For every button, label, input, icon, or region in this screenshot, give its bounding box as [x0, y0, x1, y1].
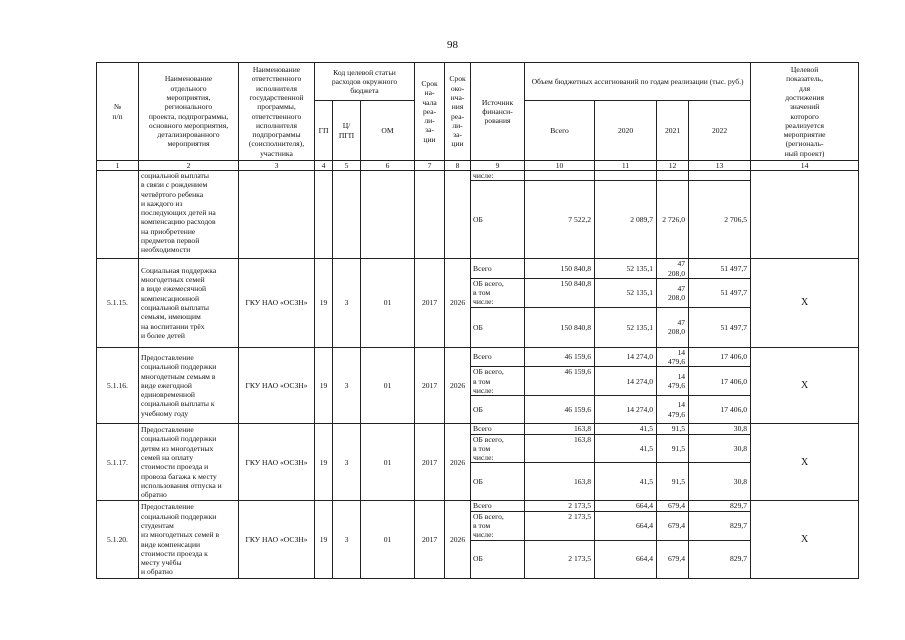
ob-all-label: ОБ всего, в том числе: — [471, 367, 525, 396]
vsego-2022: 51 497,7 — [689, 259, 751, 279]
row-executor: ГКУ НАО «ОСЗН» — [239, 347, 315, 423]
ob-all-2022: 30,8 — [689, 434, 751, 463]
row-end: 2026 — [445, 347, 471, 423]
row-target: Х — [751, 259, 859, 347]
header-total: Всего — [525, 101, 595, 161]
column-number: 12 — [657, 161, 689, 171]
cont-exec — [239, 171, 315, 259]
row-gp: 19 — [315, 259, 333, 347]
row-name: Предоставление социальной поддержки студентам из многодетных семей в виде компенсации стоимости проезда к месту учёбы и обратно — [139, 501, 239, 578]
row-om: 01 — [361, 424, 415, 501]
ob-all-2020: 14 274,0 — [595, 367, 657, 396]
vsego-total: 163,8 — [525, 424, 595, 434]
row-num: 5.1.17. — [97, 424, 139, 501]
vsego-2021: 47 208,0 — [657, 259, 689, 279]
column-number: 3 — [239, 161, 315, 171]
column-number: 1 — [97, 161, 139, 171]
ob-all-2022: 829,7 — [689, 511, 751, 540]
row-start: 2017 — [415, 259, 445, 347]
ob-label: ОБ — [471, 396, 525, 424]
column-number: 13 — [689, 161, 751, 171]
cont-end — [445, 171, 471, 259]
vsego-2021: 91,5 — [657, 424, 689, 434]
ob-2020: 52 135,1 — [595, 307, 657, 347]
vsego-2020: 52 135,1 — [595, 259, 657, 279]
ob-label: ОБ — [471, 540, 525, 578]
ob-label: ОБ — [471, 463, 525, 501]
header-2020: 2020 — [595, 101, 657, 161]
ob-2020: 41,5 — [595, 463, 657, 501]
ob-total: 163,8 — [525, 463, 595, 501]
cont-note: числе: — [471, 171, 525, 181]
header-2021: 2021 — [657, 101, 689, 161]
row-num: 5.1.15. — [97, 259, 139, 347]
vsego-label: Всего — [471, 424, 525, 434]
header-volume-group: Объем бюджетных ассигнований по годам реализации (тыс. руб.) — [525, 63, 751, 101]
cont-start — [415, 171, 445, 259]
ob-label: ОБ — [471, 307, 525, 347]
column-number: 11 — [595, 161, 657, 171]
ob-2022: 829,7 — [689, 540, 751, 578]
column-number: 5 — [333, 161, 361, 171]
row-cpgp: 3 — [333, 259, 361, 347]
vsego-2020: 41,5 — [595, 424, 657, 434]
cont-om — [361, 171, 415, 259]
vsego-label: Всего — [471, 347, 525, 367]
ob-2022: 17 406,0 — [689, 396, 751, 424]
ob-total: 2 173,5 — [525, 540, 595, 578]
ob-2022: 51 497,7 — [689, 307, 751, 347]
vsego-2020: 664,4 — [595, 501, 657, 511]
ob-total: 46 159,6 — [525, 396, 595, 424]
row-end: 2026 — [445, 424, 471, 501]
row-executor: ГКУ НАО «ОСЗН» — [239, 501, 315, 578]
column-number: 6 — [361, 161, 415, 171]
ob-all-2022: 17 406,0 — [689, 367, 751, 396]
cont-source: ОБ — [471, 181, 525, 259]
header-source: Источник финанси- рования — [471, 63, 525, 161]
vsego-label: Всего — [471, 501, 525, 511]
ob-2020: 14 274,0 — [595, 396, 657, 424]
cont-2022: 2 706,5 — [689, 181, 751, 259]
header-om: ОМ — [361, 101, 415, 161]
ob-2022: 30,8 — [689, 463, 751, 501]
ob-2020: 664,4 — [595, 540, 657, 578]
vsego-label: Всего — [471, 259, 525, 279]
row-gp: 19 — [315, 501, 333, 578]
row-name: Предоставление социальной поддержки многодетным семьям в виде ежегодной единовременной социальной выплаты к учебному году — [139, 347, 239, 423]
ob-all-total: 163,8 — [525, 434, 595, 463]
row-start: 2017 — [415, 347, 445, 423]
header-cpgp: Ц/ ПГП — [333, 101, 361, 161]
vsego-total: 150 840,8 — [525, 259, 595, 279]
column-number: 8 — [445, 161, 471, 171]
header-2022: 2022 — [689, 101, 751, 161]
cont-2021: 2 726,0 — [657, 181, 689, 259]
vsego-2021: 679,4 — [657, 501, 689, 511]
row-om: 01 — [361, 501, 415, 578]
vsego-total: 46 159,6 — [525, 347, 595, 367]
row-gp: 19 — [315, 347, 333, 423]
row-executor: ГКУ НАО «ОСЗН» — [239, 424, 315, 501]
ob-all-label: ОБ всего, в том числе: — [471, 278, 525, 307]
ob-all-2022: 51 497,7 — [689, 278, 751, 307]
ob-total: 150 840,8 — [525, 307, 595, 347]
row-gp: 19 — [315, 424, 333, 501]
cont-cell — [525, 171, 595, 181]
header-executor: Наименование ответственного исполнителя государственной программы, ответственного исполнителя подпрограммы (соисполнителя), участника — [239, 63, 315, 161]
ob-all-total: 150 840,8 — [525, 278, 595, 307]
row-target: Х — [751, 501, 859, 578]
column-number: 7 — [415, 161, 445, 171]
ob-all-2021: 47 208,0 — [657, 278, 689, 307]
column-number: 9 — [471, 161, 525, 171]
header-num: № п/п — [97, 63, 139, 161]
ob-2021: 91,5 — [657, 463, 689, 501]
row-executor: ГКУ НАО «ОСЗН» — [239, 259, 315, 347]
row-start: 2017 — [415, 424, 445, 501]
ob-2021: 679,4 — [657, 540, 689, 578]
ob-all-total: 2 173,5 — [525, 511, 595, 540]
vsego-2020: 14 274,0 — [595, 347, 657, 367]
cont-2020: 2 089,7 — [595, 181, 657, 259]
cont-total: 7 522,2 — [525, 181, 595, 259]
cont-num — [97, 171, 139, 259]
cont-cell — [689, 171, 751, 181]
row-end: 2026 — [445, 259, 471, 347]
page-number: 98 — [447, 39, 458, 51]
column-number: 14 — [751, 161, 859, 171]
column-number: 4 — [315, 161, 333, 171]
vsego-total: 2 173,5 — [525, 501, 595, 511]
ob-all-2020: 52 135,1 — [595, 278, 657, 307]
header-end: Срок око- нча- ния реа- ли- за- ции — [445, 63, 471, 161]
row-start: 2017 — [415, 501, 445, 578]
ob-all-2021: 91,5 — [657, 434, 689, 463]
ob-2021: 14 479,6 — [657, 396, 689, 424]
header-name: Наименование отдельного мероприятия, регионального проекта, подпрограммы, основного мероприятия, детализированного мероприятия — [139, 63, 239, 161]
row-cpgp: 3 — [333, 424, 361, 501]
vsego-2022: 829,7 — [689, 501, 751, 511]
row-om: 01 — [361, 347, 415, 423]
header-target: Целевой показатель, для достижения значений которого реализуется мероприятие (региональ- ный проект) — [751, 63, 859, 161]
ob-all-2021: 14 479,6 — [657, 367, 689, 396]
ob-2021: 47 208,0 — [657, 307, 689, 347]
row-name: Социальная поддержка многодетных семей в виде ежемесячной компенсационной социальной выплаты семьям, имеющим на воспитании трёх и более детей — [139, 259, 239, 347]
row-num: 5.1.16. — [97, 347, 139, 423]
ob-all-2020: 41,5 — [595, 434, 657, 463]
header-code-group: Код целевой статьи расходов окружного бюджета — [315, 63, 415, 101]
budget-table — [96, 62, 859, 579]
column-number: 2 — [139, 161, 239, 171]
ob-all-label: ОБ всего, в том числе: — [471, 434, 525, 463]
row-om: 01 — [361, 259, 415, 347]
ob-all-total: 46 159,6 — [525, 367, 595, 396]
header-start: Срок на- чала реа- ли- за- ции — [415, 63, 445, 161]
row-end: 2026 — [445, 501, 471, 578]
column-number: 10 — [525, 161, 595, 171]
cont-cell — [595, 171, 657, 181]
vsego-2021: 14 479,6 — [657, 347, 689, 367]
vsego-2022: 17 406,0 — [689, 347, 751, 367]
row-cpgp: 3 — [333, 347, 361, 423]
row-target: Х — [751, 347, 859, 423]
ob-all-2020: 664,4 — [595, 511, 657, 540]
row-target: Х — [751, 424, 859, 501]
cont-gp — [315, 171, 333, 259]
cont-cpgp — [333, 171, 361, 259]
row-name: Предоставление социальной поддержки детям из многодетных семей на оплату стоимости проезда и провоза багажа к месту использования отпуска и обратно — [139, 424, 239, 501]
cont-target — [751, 171, 859, 259]
vsego-2022: 30,8 — [689, 424, 751, 434]
cont-cell — [657, 171, 689, 181]
cont-name: социальной выплаты в связи с рождением четвёртого ребенка и каждого из последующих детей на компенсацию расходов на приобретение предметов первой необходимости — [139, 171, 239, 259]
row-cpgp: 3 — [333, 501, 361, 578]
ob-all-2021: 679,4 — [657, 511, 689, 540]
header-gp: ГП — [315, 101, 333, 161]
row-num: 5.1.20. — [97, 501, 139, 578]
ob-all-label: ОБ всего, в том числе: — [471, 511, 525, 540]
